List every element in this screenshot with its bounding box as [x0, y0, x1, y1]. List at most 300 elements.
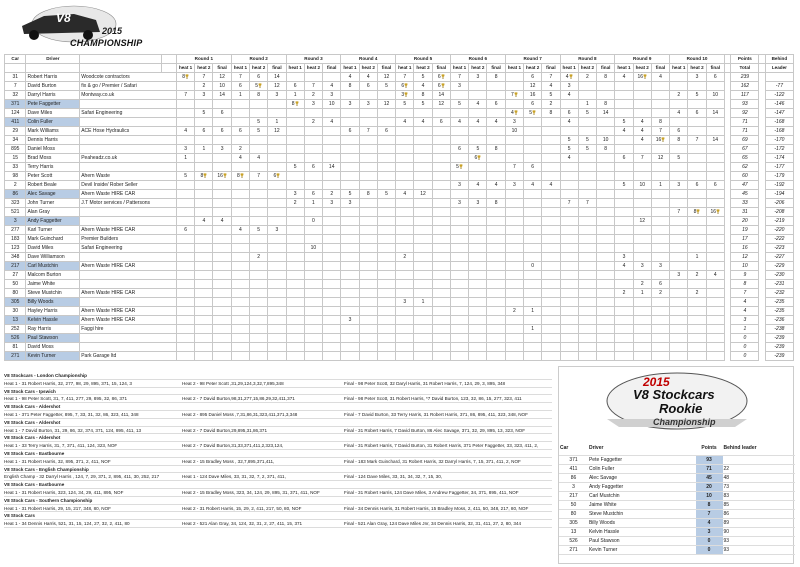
result-cell — [304, 235, 322, 244]
header-round-6: Round 6 — [450, 55, 505, 64]
result-cell: 4 — [250, 154, 268, 163]
result-cell — [651, 298, 669, 307]
rookie-driver: Jaime White — [588, 500, 675, 509]
result-cell: 4 — [450, 118, 468, 127]
result-cell — [250, 316, 268, 325]
result-cell — [359, 109, 377, 118]
result-cell: 4 — [560, 118, 578, 127]
result-cell: 7 — [450, 73, 468, 82]
event-heading — [4, 419, 552, 427]
row-car: 123 — [5, 244, 26, 253]
result-cell — [286, 73, 304, 82]
result-cell — [304, 136, 322, 145]
result-cell: 0 — [524, 262, 542, 271]
result-cell: 2 — [542, 100, 560, 109]
result-cell — [359, 325, 377, 334]
result-cell — [195, 181, 213, 190]
result-cell — [670, 289, 688, 298]
result-cell — [195, 307, 213, 316]
result-cell — [542, 280, 560, 289]
result-cell — [359, 352, 377, 361]
result-cell — [377, 181, 395, 190]
result-cell — [542, 217, 560, 226]
result-cell — [542, 334, 560, 343]
result-cell: 6 — [432, 82, 450, 91]
result-cell — [487, 316, 505, 325]
result-cell — [377, 226, 395, 235]
result-cell: 3 — [469, 73, 487, 82]
result-cell — [560, 190, 578, 199]
row-sponsor: Safari Engineering — [80, 244, 177, 253]
result-cell — [432, 208, 450, 217]
result-cell: 6 — [688, 109, 706, 118]
row-points-total: 65 — [731, 154, 759, 163]
result-cell — [377, 334, 395, 343]
result-cell — [176, 208, 194, 217]
rookie-behind: 90 — [723, 527, 796, 536]
result-cell: 5 — [250, 127, 268, 136]
standings-row — [5, 226, 794, 235]
result-cell: 16 — [706, 208, 724, 217]
result-cell — [341, 271, 359, 280]
rookie-driver: Billy Woods — [588, 518, 675, 527]
result-cell — [560, 217, 578, 226]
result-cell — [176, 199, 194, 208]
heat-1-result: Heat 1 - 31 Robert Harris, 32, 277, 98, 29, 895, 371, 15, 124, 3 — [4, 380, 132, 386]
result-cell — [688, 298, 706, 307]
event-heading — [4, 388, 552, 396]
result-cell: 1 — [524, 307, 542, 316]
result-cell — [706, 118, 724, 127]
result-cell — [304, 145, 322, 154]
result-cell: 7 — [633, 154, 651, 163]
result-cell — [633, 352, 651, 361]
result-cell — [195, 118, 213, 127]
row-car: 124 — [5, 109, 26, 118]
trophy-icon — [696, 209, 700, 214]
row-points-total: 17 — [731, 235, 759, 244]
result-cell — [432, 199, 450, 208]
result-cell — [359, 154, 377, 163]
result-cell — [633, 226, 651, 235]
result-cell — [250, 235, 268, 244]
result-cell — [268, 181, 286, 190]
result-cell: 6 — [450, 145, 468, 154]
result-cell — [542, 208, 560, 217]
result-cell: 14 — [268, 73, 286, 82]
result-cell — [706, 127, 724, 136]
result-cell — [597, 82, 615, 91]
row-sponsor: Ahern Waste HIRE CAR — [80, 262, 177, 271]
header-sub-r5-final: final — [432, 64, 450, 73]
result-cell — [268, 280, 286, 289]
result-cell — [524, 280, 542, 289]
heat-1-result: Heat 1 - 31 Robert Harris, 323, 124, 34, 29, 411, 895, NOF — [4, 489, 124, 495]
row-points-total: 71 — [731, 118, 759, 127]
result-cell: 4 — [560, 73, 578, 82]
result-cell — [524, 154, 542, 163]
result-cell — [615, 109, 633, 118]
result-cell: 4 — [213, 217, 231, 226]
row-behind-leader: -172 — [765, 145, 793, 154]
result-cell — [250, 199, 268, 208]
result-cell — [396, 145, 414, 154]
result-cell: 7 — [396, 73, 414, 82]
result-cell — [615, 100, 633, 109]
result-cell: 1 — [195, 145, 213, 154]
result-cell: 4 — [323, 118, 341, 127]
result-cell — [323, 154, 341, 163]
rookie-car: 86 — [559, 473, 588, 482]
header-points-total: Total — [731, 64, 759, 73]
result-cell — [670, 163, 688, 172]
final-result: Final - 31 Robert Harris, 7 David Burton, 86 Alec Savage, 371, 32, 29, 895, 13, 323, NOF — [344, 427, 526, 433]
result-cell — [213, 289, 231, 298]
row-behind-leader: -179 — [765, 172, 793, 181]
result-cell — [578, 271, 596, 280]
result-cell: 5 — [450, 100, 468, 109]
result-cell — [670, 235, 688, 244]
result-cell — [213, 298, 231, 307]
rookie-behind: 86 — [723, 509, 796, 518]
rookie-points: 93 — [696, 455, 723, 464]
result-cell — [505, 280, 523, 289]
result-cell — [615, 199, 633, 208]
result-cell — [542, 154, 560, 163]
result-cell — [706, 145, 724, 154]
result-cell — [633, 163, 651, 172]
result-cell: 10 — [323, 100, 341, 109]
result-cell — [250, 325, 268, 334]
result-cell — [341, 352, 359, 361]
result-cell: 2 — [304, 118, 322, 127]
result-cell: 2 — [670, 91, 688, 100]
result-cell — [469, 82, 487, 91]
result-cell — [615, 172, 633, 181]
result-cell — [377, 298, 395, 307]
row-car: 271 — [5, 352, 26, 361]
row-behind-leader: -174 — [765, 154, 793, 163]
standings-row — [5, 289, 794, 298]
result-cell — [469, 127, 487, 136]
heat-2-result: Heat 2 - 7 David Burton,31,33,371,411,2,323,124, — [182, 443, 284, 449]
result-cell — [706, 100, 724, 109]
result-cell — [268, 163, 286, 172]
row-sponsor — [80, 145, 177, 154]
result-cell — [633, 199, 651, 208]
result-cell — [268, 244, 286, 253]
result-cell: 3 — [323, 91, 341, 100]
result-cell — [414, 217, 432, 226]
result-cell — [505, 136, 523, 145]
row-points-total: 33 — [731, 199, 759, 208]
rookie-behind: 93 — [723, 545, 796, 554]
result-cell — [469, 190, 487, 199]
result-cell — [450, 226, 468, 235]
row-driver: Ray Harris — [26, 325, 80, 334]
result-cell — [432, 190, 450, 199]
result-cell: 7 — [505, 163, 523, 172]
result-cell — [268, 217, 286, 226]
result-cell: 4 — [615, 262, 633, 271]
result-cell — [176, 136, 194, 145]
event-heading — [4, 403, 552, 411]
row-car: 521 — [5, 208, 26, 217]
header-sub-r9-heat1: heat 1 — [615, 64, 633, 73]
result-cell — [268, 352, 286, 361]
result-cell — [670, 343, 688, 352]
result-cell — [268, 262, 286, 271]
result-cell — [706, 154, 724, 163]
result-cell: 4 — [231, 226, 249, 235]
event-heading — [4, 481, 552, 489]
result-cell — [414, 343, 432, 352]
result-cell — [524, 118, 542, 127]
result-cell — [524, 208, 542, 217]
result-cell: 10 — [505, 127, 523, 136]
result-cell — [213, 262, 231, 271]
heat-1-result: English Champ - 32 Darryl Harris , 124, 7, 29, 371, 2, 895, 411, 30, 252, 217 — [4, 474, 160, 480]
result-cell — [359, 226, 377, 235]
row-sponsor — [80, 118, 177, 127]
row-driver: Karl Turner — [26, 226, 80, 235]
result-cell — [560, 163, 578, 172]
result-cell — [195, 352, 213, 361]
result-cell: 16 — [524, 91, 542, 100]
result-cell — [432, 145, 450, 154]
result-cell — [469, 109, 487, 118]
row-behind-leader: -170 — [765, 136, 793, 145]
result-cell — [487, 82, 505, 91]
result-cell — [469, 289, 487, 298]
header-sub-r4-final: final — [377, 64, 395, 73]
standings-row — [5, 127, 794, 136]
rookie-spacer — [675, 491, 696, 500]
result-cell — [688, 280, 706, 289]
result-cell — [231, 334, 249, 343]
result-cell — [359, 172, 377, 181]
result-cell — [542, 271, 560, 280]
rookie-championship-panel — [558, 366, 794, 564]
result-cell: 3 — [469, 199, 487, 208]
result-cell: 6 — [706, 181, 724, 190]
result-cell — [250, 109, 268, 118]
result-cell — [505, 262, 523, 271]
result-cell — [304, 109, 322, 118]
result-cell — [597, 316, 615, 325]
result-cell — [615, 145, 633, 154]
result-cell — [359, 289, 377, 298]
result-cell — [615, 190, 633, 199]
result-cell — [651, 226, 669, 235]
result-cell — [432, 307, 450, 316]
result-cell — [195, 253, 213, 262]
row-car: 323 — [5, 199, 26, 208]
result-cell: 3 — [323, 199, 341, 208]
result-cell — [505, 217, 523, 226]
result-cell — [615, 163, 633, 172]
result-cell: 1 — [286, 91, 304, 100]
result-cell — [469, 163, 487, 172]
result-cell — [176, 217, 194, 226]
header-sub-r3-heat1: heat 1 — [286, 64, 304, 73]
row-points-total: 3 — [731, 316, 759, 325]
result-cell: 6 — [176, 226, 194, 235]
result-cell — [341, 181, 359, 190]
result-cell — [633, 334, 651, 343]
rookie-row — [559, 527, 795, 536]
result-cell — [542, 226, 560, 235]
rookie-behind: 48 — [723, 473, 796, 482]
header-sub-spacer-1 — [26, 64, 80, 73]
result-cell — [615, 208, 633, 217]
result-cell: 6 — [231, 127, 249, 136]
result-cell — [231, 352, 249, 361]
result-cell — [651, 352, 669, 361]
result-cell — [560, 343, 578, 352]
result-cell — [231, 343, 249, 352]
result-cell — [670, 145, 688, 154]
row-behind-leader: -235 — [765, 307, 793, 316]
result-cell — [450, 271, 468, 280]
result-cell — [578, 127, 596, 136]
result-cell — [670, 217, 688, 226]
final-result: Final - 183 Mark Guinchard, 31 Robert Harris, 32 Darryl Harris, 7, 15, 371, 411, 2, NOF — [344, 458, 521, 464]
header-sub-r9-final: final — [651, 64, 669, 73]
rookie-behind: 85 — [723, 500, 796, 509]
result-cell — [670, 298, 688, 307]
result-cell — [450, 316, 468, 325]
final-result: Final - 98 Peter Scott, 32 Daryl Harris, 31 Robert Harris, 7, 124, 29, 3, 895, 348 — [344, 380, 506, 386]
result-cell — [304, 334, 322, 343]
result-cell — [597, 172, 615, 181]
result-cell — [213, 154, 231, 163]
championship-logo — [4, 2, 143, 54]
header-round-4: Round 4 — [341, 55, 396, 64]
rookie-car: 13 — [559, 527, 588, 536]
result-cell — [597, 181, 615, 190]
result-cell — [323, 325, 341, 334]
standings-row — [5, 172, 794, 181]
trophy-icon — [643, 74, 647, 79]
result-cell — [231, 307, 249, 316]
result-cell — [396, 280, 414, 289]
row-sponsor — [80, 253, 177, 262]
result-cell — [651, 91, 669, 100]
rookie-car: 526 — [559, 536, 588, 545]
result-cell — [524, 172, 542, 181]
result-cell — [377, 280, 395, 289]
row-points-total: 19 — [731, 226, 759, 235]
result-cell — [688, 190, 706, 199]
header-round-9: Round 9 — [615, 55, 670, 64]
result-cell — [286, 127, 304, 136]
result-cell: 5 — [560, 136, 578, 145]
result-cell: 7 — [505, 91, 523, 100]
result-cell — [341, 226, 359, 235]
result-cell — [432, 343, 450, 352]
result-cell — [231, 289, 249, 298]
result-cell — [670, 325, 688, 334]
result-cell — [396, 181, 414, 190]
result-cell — [542, 136, 560, 145]
row-car: 217 — [5, 262, 26, 271]
result-cell: 12 — [268, 82, 286, 91]
result-cell: 5 — [578, 136, 596, 145]
result-cell — [450, 298, 468, 307]
result-cell — [487, 262, 505, 271]
result-cell — [615, 244, 633, 253]
header-sub-r2-final: final — [268, 64, 286, 73]
result-cell: 3 — [176, 145, 194, 154]
row-driver: Pete Faggetter — [26, 100, 80, 109]
final-result: Final - 98 Peter Scott, 31 Robert Harris, *7 David Burton, 123, 32, 86, 15, 277, 323, 411 — [344, 396, 522, 402]
result-cell — [304, 325, 322, 334]
result-cell — [231, 208, 249, 217]
rookie-car: 411 — [559, 464, 588, 473]
result-cell: 5 — [377, 190, 395, 199]
result-cell — [341, 145, 359, 154]
result-cell — [432, 352, 450, 361]
heat-1-result: V8 Stock Cars — [4, 513, 35, 519]
result-cell — [670, 352, 688, 361]
header-sub-r10-final: final — [706, 64, 724, 73]
result-cell — [323, 298, 341, 307]
result-cell — [597, 226, 615, 235]
result-cell — [396, 217, 414, 226]
row-car: 32 — [5, 91, 26, 100]
result-cell — [651, 163, 669, 172]
result-cell — [688, 118, 706, 127]
result-cell — [542, 289, 560, 298]
result-cell — [268, 253, 286, 262]
rookie-driver: Paul Stawson — [588, 536, 675, 545]
result-cell: 4 — [469, 181, 487, 190]
result-cell — [359, 244, 377, 253]
row-points-total: 60 — [731, 172, 759, 181]
header-sub-r10-heat2: heat 2 — [688, 64, 706, 73]
result-cell — [359, 262, 377, 271]
result-cell — [505, 208, 523, 217]
standings-row — [5, 154, 794, 163]
result-cell: 7 — [250, 172, 268, 181]
result-cell — [341, 154, 359, 163]
standings-row — [5, 73, 794, 82]
result-cell — [560, 235, 578, 244]
heat-1-result: Heat 1 - 34 Dennis Harris, 521, 31, 15, 124, 27, 32, 2, 411, 80 — [4, 521, 130, 527]
result-cell — [469, 253, 487, 262]
result-cell — [597, 199, 615, 208]
result-cell — [250, 298, 268, 307]
result-cell — [706, 289, 724, 298]
header-sub-r7-final: final — [542, 64, 560, 73]
result-cell — [688, 352, 706, 361]
result-cell — [304, 343, 322, 352]
result-cell — [469, 217, 487, 226]
standings-row — [5, 244, 794, 253]
result-cell — [651, 325, 669, 334]
row-sponsor: Park Garage ltd — [80, 352, 177, 361]
result-cell — [524, 127, 542, 136]
trophy-icon — [258, 83, 262, 88]
result-cell — [176, 316, 194, 325]
result-cell — [450, 172, 468, 181]
result-cell — [487, 208, 505, 217]
result-cell — [359, 199, 377, 208]
result-cell — [469, 325, 487, 334]
row-sponsor — [80, 280, 177, 289]
trophy-icon — [477, 155, 481, 160]
